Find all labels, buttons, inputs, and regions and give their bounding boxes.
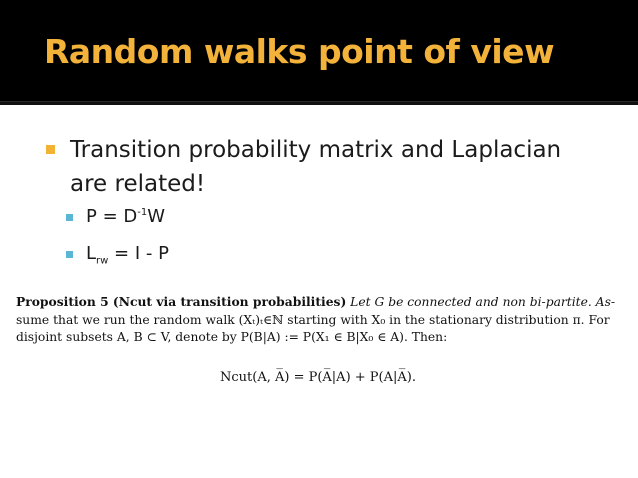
sub-bullet-2-sub: rw (96, 255, 109, 267)
proposition-line-1-rest: Let G be connected and non bi-partite. As- (346, 295, 616, 309)
proposition-line-1 (16, 293, 628, 312)
main-bullet-text-line1: Transition probability matrix and Laplacian (70, 137, 562, 163)
proposition-heading: Proposition 5 (Ncut via transition probabilities) (16, 294, 347, 309)
sub-bullet-1 (86, 206, 165, 227)
sub-bullet-2-pre: L (86, 243, 97, 264)
main-bullet-text-line2: are related! (70, 171, 206, 197)
sub-bullet-marker-2 (66, 251, 73, 258)
sub-bullet-1-pre: P = D (86, 206, 138, 227)
sub-bullet-marker-1 (66, 214, 73, 221)
sub-bullet-1-post: W (147, 206, 166, 227)
main-bullet-marker (46, 145, 55, 154)
ncut-formula: Ncut(A, A̅) = P(A̅|A) + P(A|A̅). (220, 370, 416, 385)
proposition-block (16, 293, 628, 347)
title-divider (0, 101, 638, 105)
sub-bullet-1-sup: -1 (137, 207, 148, 218)
proposition-line-3: disjoint subsets A, B ⊂ V, denote by P(B|A) := P(X₁ ∈ B|X₀ ∈ A). Then: (16, 330, 448, 344)
slide-title: Random walks point of view (44, 32, 555, 71)
proposition-line-2: sume that we run the random walk (Xₜ)ₜ∈ℕ starting with X₀ in the stationary distribution π. For (16, 312, 610, 327)
sub-bullet-2 (86, 243, 169, 267)
sub-bullet-2-post: = I - P (108, 243, 169, 264)
